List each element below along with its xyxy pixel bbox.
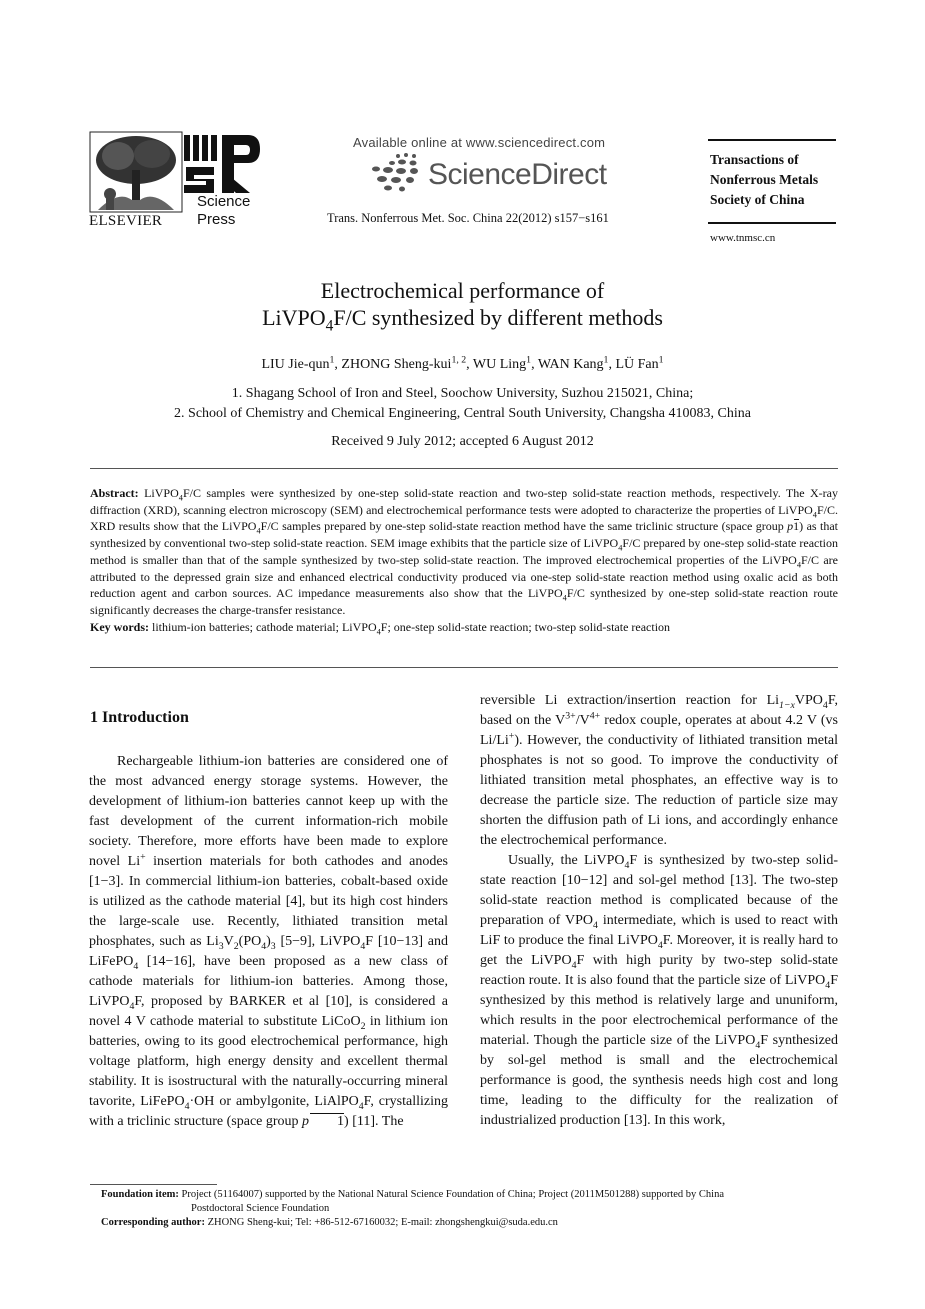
sciencedirect-wordmark: ScienceDirect [428,158,607,191]
author-name: WAN Kang [537,357,604,372]
article-title-line2: LiVPO$_4$F/C synthesized by different methods [262,305,663,335]
foundation-item-cont: Postdoctoral Science Foundation [191,1203,330,1214]
header-rule-top [708,139,836,141]
footnote-rule [90,1184,217,1185]
society-name-line3: Society of China [710,192,805,207]
abstract-text: Abstract: LiVPO$_4$F/C samples were synthesized by one-step solid-state reaction and two-step solid-state reaction methods, respectively. The X-ray diffraction (XRD), scanning electron microscopy (SEM) and electrochemical performance tests were adopted to characterize the properties of LiVPO$_4$F/C. XRD results show that the LiVPO$_4$F/C samples prepared by one-step solid-state reaction method have the same triclinic structure (space group p1) as that synthesized by conventional two-step solid-state reaction. SEM image exhibits that the particle size of LiVPO$_4$F/C prepared by one-step solid-state reaction method is smaller than that of the sample synthesized by two-step solid-state reaction. The improved electrochemical properties of the LiVPO$_4$F/C are attributed to the depressed grain size and enhanced electrical conductivity produced via one-step solid-state reaction method using oxalic acid as both reduction agent and carbon sources. AC impedance measurements also show that the LiVPO$_4$F/C synthesized by one-step solid-state reaction route significantly decreases the charge-transfer resistance. [90,486,839,617]
sciencedirect-dots-icon [368,152,424,194]
science-press-press: Press [197,211,236,228]
section-heading: 1 Introduction [90,709,189,726]
footnote-block [101,1188,838,1230]
paragraph: Rechargeable lithium-ion batteries are considered one of the most advanced energy storage systems. However, the development of lithium-ion batteries cannot keep up with the fast development of the current information-rich mobile society. Therefore, more efforts have been made to explore novel Li+ insertion materials for both cathodes and anodes [1−3]. In commercial lithium-ion batteries, cobalt-based oxide is utilized as the cathode material [4], but its high cost hinders the large-scale use. Recently, lithiated transition metal phosphates, such as $Li_3V_2(PO_4)_3$ [5−9], LiVPO$_4$F [10−13] and LiFePO$_4$ [14−16], have been proposed as a new class of cathode materials for lithium-ion batteries. Among those, LiVPO$_4$F, proposed by BARKER et al [10], is considered a novel 4 V cathode material to substitute LiCoO$_2$ in lithium ion batteries, owing to its good electrochemical performance, high voltage platform, high energy density and excellent thermal stability. It is isostructural with the naturally-occurring mineral tavorite, LiFePO$_4$·OH or ambylgonite, LiAlPO$_4$F, crystallizing with a triclinic structure (space group p 1) [11]. The [89,752,448,1132]
article-title-line1: Electrochemical performance of [320,278,605,303]
corresponding-author: Corresponding author: ZHONG Sheng-kui; Tel: +86-512-67160032; E-mail: zhongshengkui@suda.edu.cn [101,1217,558,1228]
journal-url-link[interactable]: www.tnmsc.cn [710,232,776,244]
paragraph: Usually, the LiVPO$_4$F is synthesized by two-step solid-state reaction [10−12] and sol-gel method [13]. The two-step solid-state reaction method is complicated because of the preparation of $VPO_4$ intermediate, which is used to react with LiF to produce the final LiVPO$_4$F. Moreover, it is really hard to get the LiVPO$_4$F with high purity by two-step solid-state reaction route. It is also found that the particle size of LiVPO$_4$F synthesized by this method is relatively large and ununiform, which results in the poor electrochemical performance of the material. Though the particle size of the LiVPO$_4$F synthesized by sol-gel method is small and the electrochemical performance is good, the synthesis needs high cost and long time, leading to the difficulty for the realization of industrialized production [13]. In this work, [480,853,839,1128]
available-online-text: Available online at www.sciencedirect.com [353,135,606,150]
header-rule-bottom [708,222,836,224]
received-dates: Received 9 July 2012; accepted 6 August 2012 [331,434,594,449]
society-name-line1: Transactions of [710,152,799,167]
body-column-right [480,691,838,1131]
abstract-rule-bottom [90,667,838,668]
keywords: Key words: lithium-ion batteries; cathode material; LiVPO$_4$F; one-step solid-state reaction; two-step solid-state reaction [90,619,671,637]
author-name: LIU Jie-qun [261,357,330,372]
body-column-left [89,752,448,1132]
society-name-line2: Nonferrous Metals [710,172,819,187]
space-group-bar: 1 [793,519,800,534]
elsevier-wordmark: ELSEVIER [89,213,163,229]
author-name: WU Ling [472,357,527,372]
author-name: LÜ Fan [615,357,659,372]
journal-reference: Trans. Nonferrous Met. Soc. China 22(2012) s157−s161 [327,211,609,225]
author-list: LIU Jie-qun$^1$, ZHONG Sheng-kui$^{1, 2}$, WU Ling$^1$, WAN Kang$^1$, LÜ Fan$^1$ [261,354,664,372]
affiliation-1: 1. Shagang School of Iron and Steel, Soochow University, Suzhou 215021, China; [231,386,694,401]
abstract-rule-top [90,468,838,469]
science-press-science: Science [197,193,251,210]
foundation-item: Foundation item: Project (51164007) supported by the National Natural Science Foundation of China; Project (2011M501288) supported by China [101,1189,725,1200]
abstract-block [90,485,838,635]
science-press-logo [182,133,262,195]
paragraph: reversible Li extraction/insertion reaction for $Li_{1-x}VPO_4F$, based on the $V^{3+}/V^{4+}$ redox couple, operates at about 4.2 V (vs Li/Li+). However, the conductivity of lithiated transition metal phosphates is not so good. To improve the conductivity of lithiated transition metal phosphates, an effective way is to decrease the particle size. The reduction of particle size may shorten the diffusion path of Li ions, and accordingly enhance the electrochemical performance. [480,693,838,848]
author-name: ZHONG Sheng-kui [341,357,452,372]
affiliation-2: 2. School of Chemistry and Chemical Engineering, Central South University, Changsha 410083, China [174,406,751,421]
society-name [710,150,818,210]
